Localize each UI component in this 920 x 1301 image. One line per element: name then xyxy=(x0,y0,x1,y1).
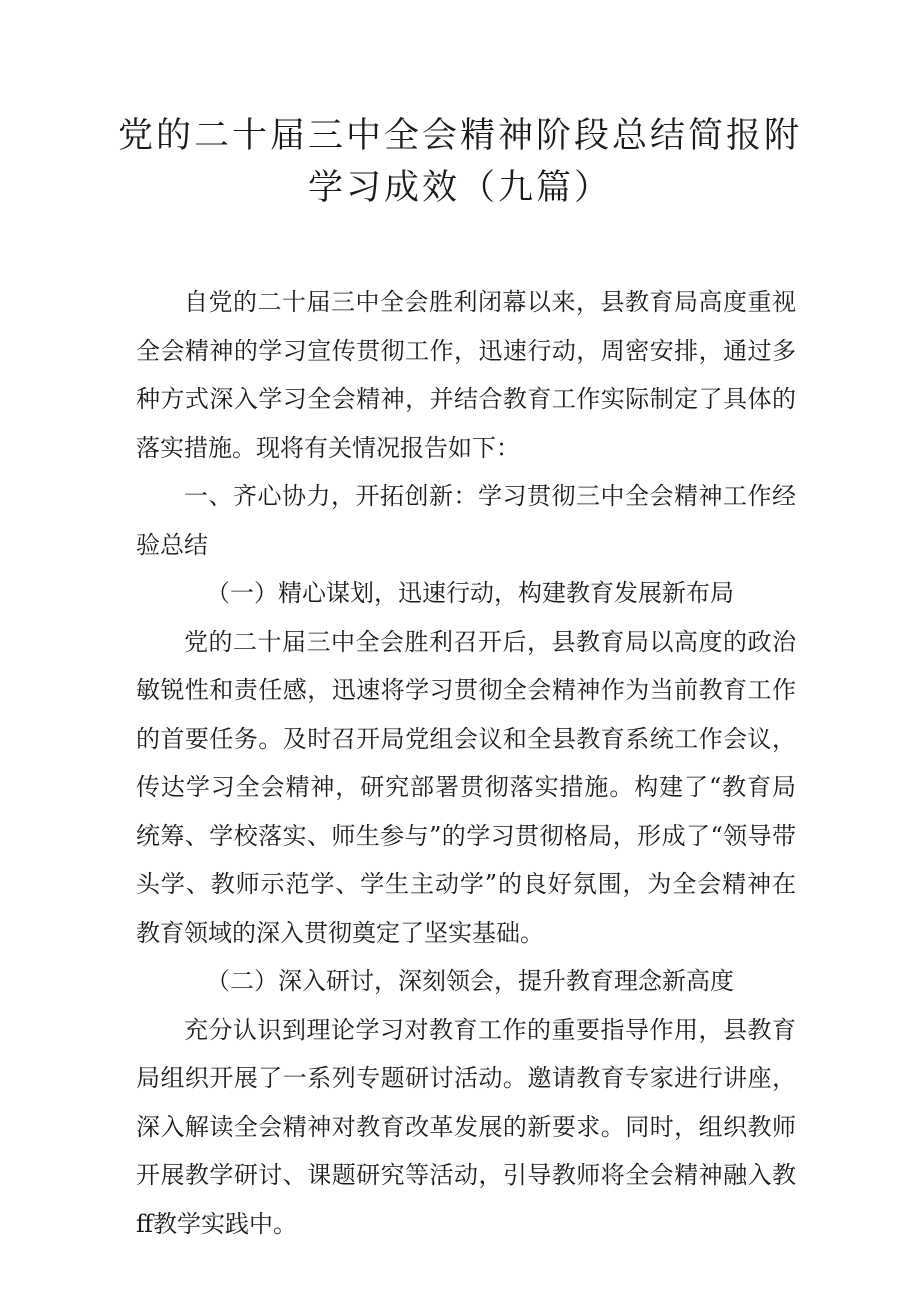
document-title-line-1: 党的二十届三中全会精神阶段总结简报附 xyxy=(117,116,802,156)
subsection-heading-1: （一）精心谋划，迅速行动，构建教育发展新布局 xyxy=(206,579,734,607)
subsection-2-paragraph: 充分认识到理论学习对教育工作的重要指导作用，县教育局组织开展了一系列专题研讨活动。邀请教育专家进行讲座，深入解读全会精神对教育改革发展的新要求。同时，组织教师开展教学研讨、课题研究等活动，引导教师将全会精神融入教ff教学实践中。 xyxy=(136,1015,796,1238)
intro-paragraph: 自党的二十届三中全会胜利闭幕以来，县教育局高度重视全会精神的学习宣传贯彻工作，迅速行动，周密安排，通过多种方式深入学习全会精神，并结合教育工作实际制定了具体的落实措施。现将有关情况报告如下： xyxy=(136,288,796,462)
document-body xyxy=(136,278,796,1248)
subsection-heading-2: （二）深入研讨，深刻领会，提升教育理念新高度 xyxy=(206,967,734,995)
document-title-line-2: 学习成效（九篇） xyxy=(307,168,612,208)
section-heading-1: 一、齐心协力，开拓创新：学习贯彻三中全会精神工作经验总结 xyxy=(136,482,796,559)
subsection-1-paragraph: 党的二十届三中全会胜利召开后，县教育局以高度的政治敏锐性和责任感，迅速将学习贯彻全会精神作为当前教育工作的首要任务。及时召开局党组会议和全县教育系统工作会议，传达学习全会精神，研究部署贯彻落实措施。构建了“教育局统筹、学校落实、师生参与”的学习贯彻格局，形成了“领导带头学、教师示范学、学生主动学”的良好氛围，为全会精神在教育领域的深入贯彻奠定了坚实基础。 xyxy=(136,627,796,947)
